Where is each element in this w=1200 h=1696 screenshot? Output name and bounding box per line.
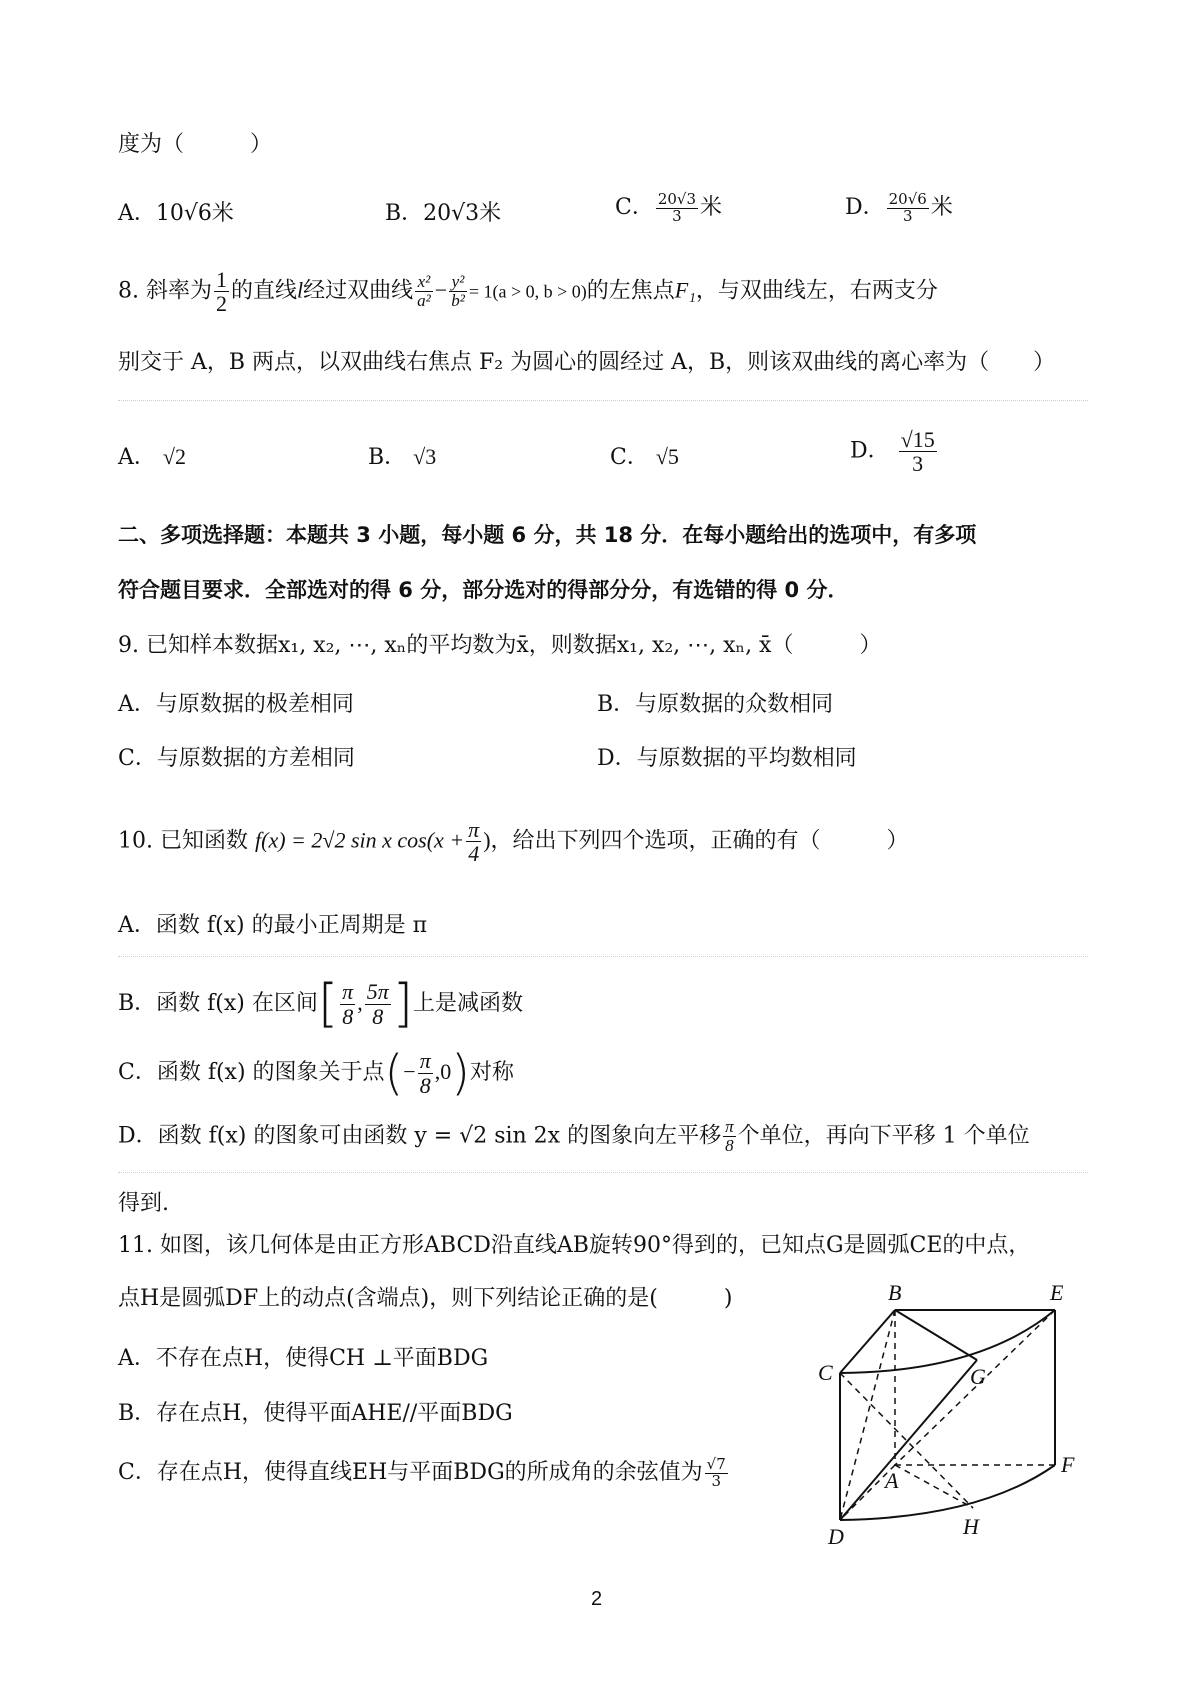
q9-option-a: A．与原数据的极差相同 bbox=[118, 692, 354, 717]
q8-d-den: 3 bbox=[912, 451, 924, 477]
q10-function: f(x) = 2√2 sin x cos(x + bbox=[255, 827, 465, 853]
q7-option-d bbox=[845, 190, 953, 224]
edge-BC bbox=[840, 1310, 895, 1373]
q8-slope-num: 1 bbox=[216, 267, 228, 292]
q10-option-a: A．函数 f(x) 的最小正周期是 π bbox=[118, 913, 428, 938]
q7-c-denominator: 3 bbox=[672, 206, 682, 225]
q7-c-unit: 米 bbox=[700, 195, 723, 220]
edge-CH bbox=[840, 1373, 973, 1508]
q8-equation-rhs: = 1(a > 0, b > 0) bbox=[468, 281, 587, 302]
q8-stem-line1 bbox=[118, 268, 938, 315]
q11-c-den: 3 bbox=[711, 1471, 721, 1490]
q11-stem-line1: 11. 如图，该几何体是由正方形ABCD沿直线AB旋转90°得到的，已知点G是圆弧CE的中点， bbox=[118, 1233, 1031, 1258]
q10-b-n1: π bbox=[342, 979, 354, 1005]
q10-c-text: C．函数 f(x) 的图象关于点 bbox=[118, 1060, 385, 1085]
geometry-figure bbox=[800, 1280, 1100, 1550]
q8-option-b bbox=[368, 440, 436, 471]
q8-b2: b² bbox=[451, 291, 465, 311]
q11-stem-line2: 点H是圆弧DF上的动点(含端点)，则下列结论正确的是( ) bbox=[118, 1286, 733, 1311]
q10-d-d: 8 bbox=[725, 1135, 734, 1155]
q8-d-num: √15 bbox=[900, 427, 935, 452]
q11-option-c bbox=[118, 1455, 730, 1489]
q7-option-a: A．10√6米 bbox=[118, 201, 234, 226]
q10-b-post: 上是减函数 bbox=[413, 991, 524, 1016]
q7-continuation: 度为（ ） bbox=[118, 132, 273, 157]
q10-close-paren: ) bbox=[483, 827, 491, 853]
q10-b-n2: 5π bbox=[366, 979, 389, 1005]
page-number: 2 bbox=[591, 1588, 603, 1610]
label-E: E bbox=[1050, 1280, 1064, 1305]
q10-option-c: C．函数 f(x) 的图象关于点(− $\frac{\pi}{8}$ ,0)对称 bbox=[118, 1045, 514, 1101]
q8-c-label: C． bbox=[610, 445, 649, 470]
q8-text-1: 斜率为 bbox=[146, 278, 213, 304]
q8-f1: F₁ bbox=[674, 277, 696, 303]
q8-option-c bbox=[610, 440, 679, 471]
q10-d-text: D．函数 f(x) 的图象可由函数 y = √2 sin 2x 的图象向左平移 bbox=[118, 1123, 722, 1149]
q7-d-denominator: 3 bbox=[902, 206, 913, 225]
q8-text-2: 的直线 bbox=[231, 278, 298, 304]
divider-2 bbox=[118, 956, 1088, 957]
q8-stem-line2: 别交于 A，B 两点，以双曲线右焦点 F₂ 为圆心的圆经过 A，B，则该双曲线的离心率为（ ） bbox=[118, 350, 1056, 375]
q8-b-value: √3 bbox=[413, 444, 437, 469]
q10-text-1: 已知函数 bbox=[160, 828, 249, 854]
q10-b-d1: 8 bbox=[342, 1003, 354, 1029]
q10-text-2: ，给出下列四个选项，正确的有（ ） bbox=[490, 828, 909, 854]
q10-d-n: π bbox=[725, 1117, 734, 1136]
q10-four: 4 bbox=[468, 841, 480, 867]
arc-DF bbox=[840, 1465, 1055, 1520]
q7-c-numerator: 20√3 bbox=[657, 189, 697, 208]
label-C: C bbox=[818, 1360, 833, 1385]
q10-option-d bbox=[118, 1118, 1030, 1155]
edge-AH bbox=[895, 1465, 973, 1508]
q8-text-3: 经过双曲线 bbox=[303, 278, 414, 304]
q7-d-numerator: 20√6 bbox=[888, 189, 927, 208]
q10-c-d: 8 bbox=[419, 1072, 431, 1098]
q8-number: 8. bbox=[118, 278, 139, 304]
divider-1 bbox=[118, 400, 1088, 401]
q10-number: 10. bbox=[118, 828, 153, 854]
q7-option-d-label: D． bbox=[845, 195, 885, 220]
q9-stem: 9. 已知样本数据x₁, x₂, ⋯, xₙ的平均数为x̄，则数据x₁, x₂, ⋯, xₙ, x̄（ ） bbox=[118, 633, 882, 658]
q7-option-b: B．20√3米 bbox=[385, 201, 502, 226]
label-G: G bbox=[970, 1364, 986, 1389]
q7-d-unit: 米 bbox=[930, 195, 953, 220]
label-B: B bbox=[888, 1280, 902, 1305]
q8-slope-den: 2 bbox=[216, 291, 228, 317]
q10-c-post: 对称 bbox=[469, 1060, 514, 1085]
q7-option-c bbox=[615, 190, 722, 224]
q10-pi: π bbox=[468, 817, 480, 842]
q8-a-value: √2 bbox=[162, 444, 186, 469]
q9-option-d: D．与原数据的平均数相同 bbox=[597, 746, 857, 771]
q8-x2: x² bbox=[415, 273, 433, 292]
q8-d-label: D． bbox=[850, 438, 890, 464]
q11-option-b: B．存在点H，使得平面AHE//平面BDG bbox=[118, 1401, 513, 1426]
q8-option-d bbox=[850, 428, 939, 475]
label-A: A bbox=[885, 1468, 899, 1493]
q8-text-5: ，与双曲线左，右两支分 bbox=[695, 278, 938, 304]
q11-c-text: C．存在点H，使得直线EH与平面BDG的所成角的余弦值为 bbox=[118, 1460, 703, 1485]
q10-d-post: 个单位，再向下平移 1 个单位 bbox=[737, 1123, 1030, 1149]
q9-option-b: B．与原数据的众数相同 bbox=[597, 692, 834, 717]
q8-minus: − bbox=[434, 277, 448, 303]
q7-option-c-label: C． bbox=[615, 195, 654, 220]
edge-BG bbox=[895, 1310, 977, 1360]
q8-a2: a² bbox=[417, 291, 431, 311]
q9-option-c: C．与原数据的方差相同 bbox=[118, 746, 355, 771]
q8-a-label: A． bbox=[118, 445, 156, 470]
q10-b-d2: 8 bbox=[372, 1003, 384, 1029]
q10-b-text: B．函数 f(x) 在区间 bbox=[118, 991, 318, 1016]
q8-option-a bbox=[118, 440, 186, 471]
divider-3 bbox=[118, 1172, 1088, 1173]
q8-text-4: 的左焦点 bbox=[586, 278, 675, 304]
label-D: D bbox=[828, 1524, 844, 1549]
q8-line-l: l bbox=[297, 277, 304, 303]
q8-y2: y² bbox=[449, 273, 467, 292]
q11-option-a: A．不存在点H，使得CH ⊥平面BDG bbox=[118, 1346, 489, 1371]
q11-c-num: √7 bbox=[706, 1454, 726, 1473]
q10-option-b: B．函数 f(x) 在区间[ $\frac{\pi}{8}$ , $\frac{5\pi}{8}$ ]上是减函数 bbox=[118, 974, 524, 1034]
section2-heading-line1: 二、多项选择题：本题共 3 小题，每小题 6 分，共 18 分．在每小题给出的选项中，有多项 bbox=[118, 523, 977, 547]
q8-b-label: B． bbox=[368, 445, 407, 470]
q10-option-d-line2: 得到. bbox=[118, 1191, 169, 1216]
label-H: H bbox=[963, 1514, 979, 1539]
section2-heading-line2: 符合题目要求．全部选对的得 6 分，部分选对的得部分分，有选错的得 0 分． bbox=[118, 578, 849, 602]
q10-c-zero: ,0 bbox=[434, 1059, 452, 1084]
q10-c-minus: − bbox=[403, 1059, 416, 1084]
q10-c-n: π bbox=[419, 1048, 431, 1074]
q8-c-value: √5 bbox=[655, 444, 679, 469]
q10-stem bbox=[118, 818, 909, 865]
label-F: F bbox=[1061, 1452, 1075, 1477]
